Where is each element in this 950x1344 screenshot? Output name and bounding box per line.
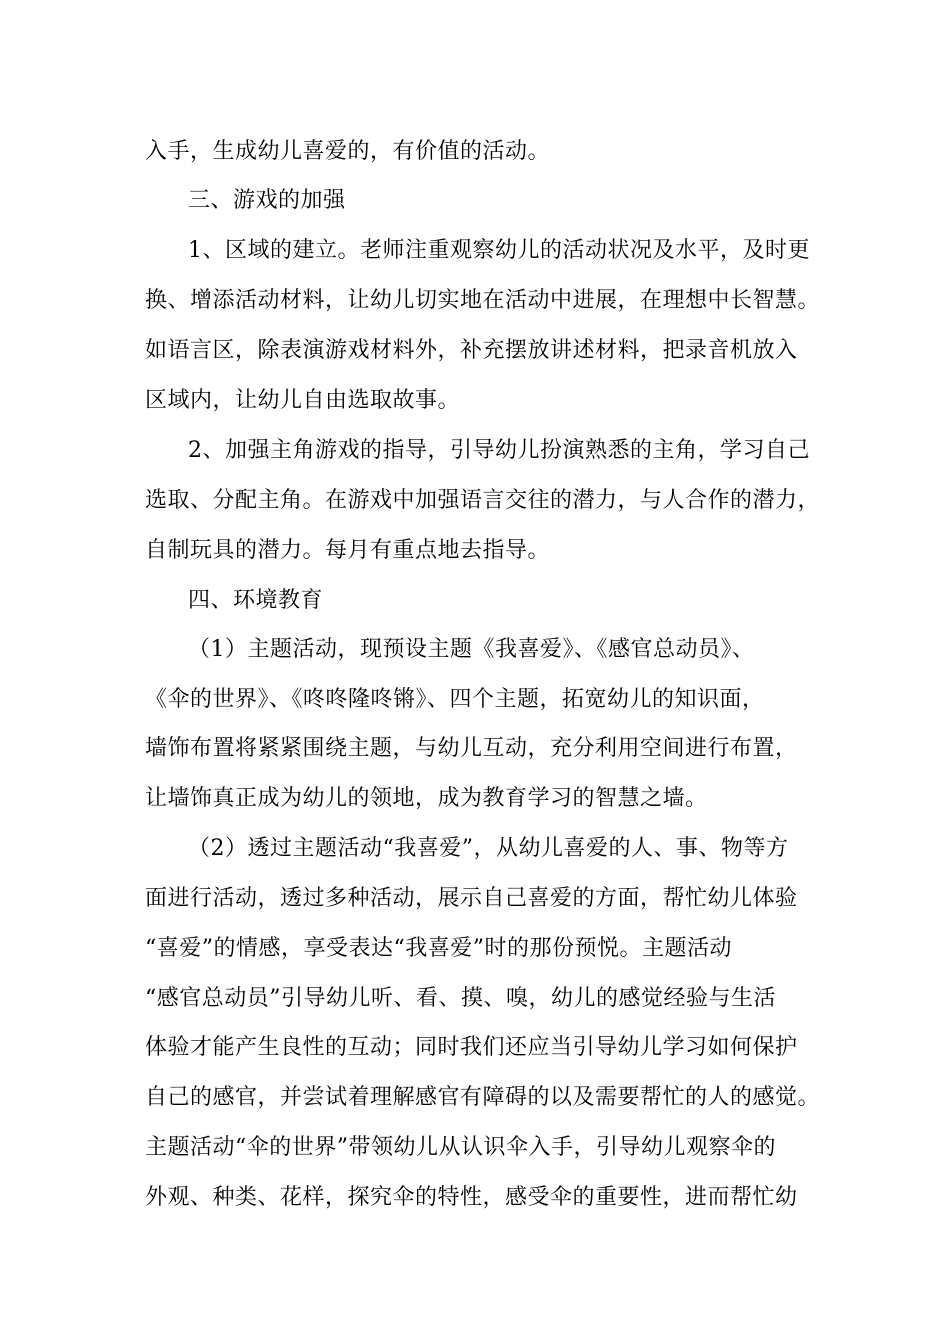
- paragraph-line: 选取、分配主角。在游戏中加强语言交往的潜力，与人合作的潜力，: [145, 488, 821, 513]
- paragraph-line: 自己的感官，并尝试着理解感官有障碍的以及需要帮忙的人的感觉。: [145, 1085, 821, 1110]
- paragraph-line: 1、区域的建立。老师注重观察幼儿的活动状况及水平，及时更: [188, 238, 810, 263]
- section-heading: 四、环境教育: [188, 588, 324, 613]
- paragraph-line: 2、加强主角游戏的指导，引导幼儿扮演熟悉的主角，学习自己: [188, 438, 810, 463]
- paragraph-line: 面进行活动，透过多种活动，展示自己喜爱的方面，帮忙幼儿体验: [145, 886, 798, 911]
- paragraph-line: “喜爱”的情感，享受表达“我喜爱”时的那份预悦。主题活动: [145, 936, 732, 961]
- paragraph-line: 墙饰布置将紧紧围绕主题，与幼儿互动，充分利用空间进行布置，: [145, 736, 798, 761]
- paragraph-line: 让墙饰真正成为幼儿的领地，成为教育学习的智慧之墙。: [145, 786, 708, 811]
- paragraph-line: 入手，生成幼儿喜爱的，有价值的活动。: [145, 139, 551, 164]
- paragraph-line: 外观、种类、花样，探究伞的特性，感受伞的重要性，进而帮忙幼: [145, 1185, 798, 1210]
- paragraph-line: 换、增添活动材料，让幼儿切实地在活动中进展，在理想中长智慧。: [145, 288, 821, 313]
- paragraph-line: 如语言区，除表演游戏材料外，补充摆放讲述材料，把录音机放入: [145, 338, 798, 363]
- paragraph-line: （2）透过主题活动“我喜爱”，从幼儿喜爱的人、事、物等方: [188, 836, 789, 861]
- paragraph-line: 自制玩具的潜力。每月有重点地去指导。: [145, 538, 551, 563]
- section-heading: 三、游戏的加强: [188, 188, 346, 213]
- paragraph-line: 《伞的世界》、《咚咚隆咚锵》、四个主题，拓宽幼儿的知识面，: [145, 687, 765, 712]
- paragraph-line: 主题活动“伞的世界”带领幼儿从认识伞入手，引导幼儿观察伞的: [145, 1135, 776, 1160]
- paragraph-line: 区域内，让幼儿自由选取故事。: [145, 388, 461, 413]
- paragraph-line: （1）主题活动，现预设主题《我喜爱》、《感官总动员》、: [188, 637, 755, 662]
- paragraph-line: “感官总动员”引导幼儿听、看、摸、嗅，幼儿的感觉经验与生活: [145, 986, 776, 1011]
- paragraph-line: 体验才能产生良性的互动；同时我们还应当引导幼儿学习如何保护: [145, 1035, 798, 1060]
